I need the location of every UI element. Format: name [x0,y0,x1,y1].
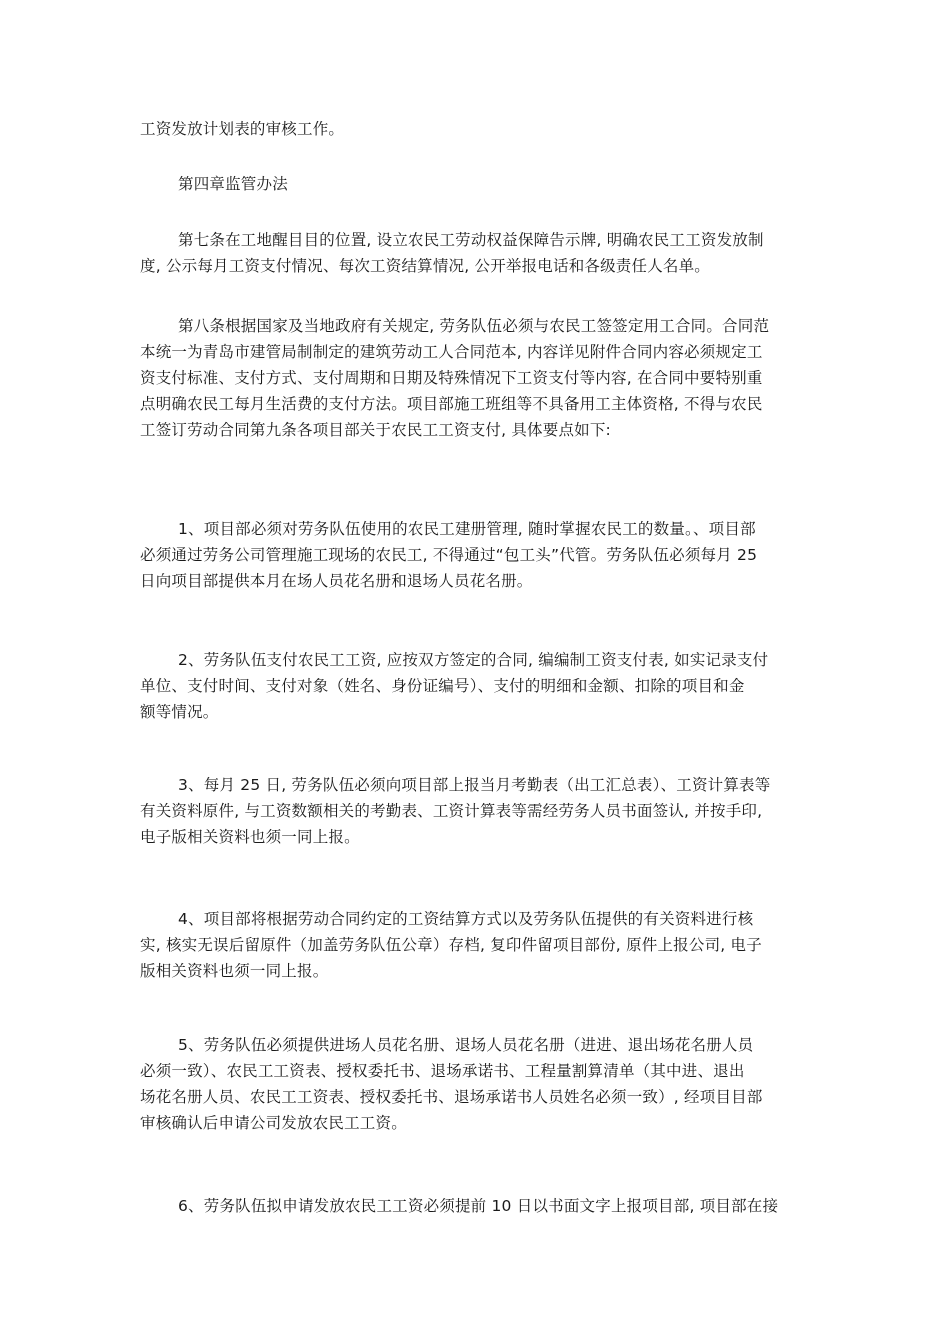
text-line: 资支付标准、支付方式、支付周期和日期及特殊情况下工资支付等内容, 在合同中要特别重 [140,369,763,387]
text-line: 第八条根据国家及当地政府有关规定, 劳务队伍必须与农民工签签定用工合同。合同范 [178,317,770,335]
item-4 [140,906,820,984]
text-line: 点明确农民工每月生活费的支付方法。项目部施工班组等不具备用工主体资格, 不得与农民 [140,395,763,413]
text-line: 电子版相关资料也须一同上报。 [140,828,360,846]
text-line: 必须通过劳务公司管理施工现场的农民工, 不得通过“包工头”代管。劳务队伍必须每月 25 [140,546,758,564]
text-line: 单位、支付时间、支付对象（姓名、身份证编号）、支付的明细和金额、扣除的项目和金 [140,677,745,695]
text-line: 本统一为青岛市建管局制制定的建筑劳动工人合同范本, 内容详见附件合同内容必须规定工 [140,343,763,361]
paragraph-continuation [140,116,820,142]
text-line: 版相关资料也须一同上报。 [140,962,329,980]
text-line: 有关资料原件, 与工资数额相关的考勤表、工资计算表等需经劳务人员书面签认, 并按手印, [140,802,763,820]
text-line: 工资发放计划表的审核工作。 [140,120,345,138]
text-line: 度, 公示每月工资支付情况、每次工资结算情况, 公开举报电话和各级责任人名单。 [140,257,711,275]
text-line: 实, 核实无误后留原件（加盖劳务队伍公章）存档, 复印件留项目部份, 原件上报公司, 电子 [140,936,762,954]
text-line: 日向项目部提供本月在场人员花名册和退场人员花名册。 [140,572,533,590]
text-line: 3、每月 25 日, 劳务队伍必须向项目部上报当月考勤表（出工汇总表）、工资计算表等 [178,776,771,794]
article-8 [140,313,820,443]
text-line: 4、项目部将根据劳动合同约定的工资结算方式以及劳务队伍提供的有关资料进行核 [178,910,754,928]
text-line: 场花名册人员、农民工工资表、授权委托书、退场承诺书人员姓名必须一致）, 经项目目部 [140,1088,763,1106]
text-line: 5、劳务队伍必须提供进场人员花名册、退场人员花名册（进进、退出场花名册人员 [178,1036,754,1054]
item-1 [140,516,820,594]
item-3 [140,772,820,850]
text-line: 必须一致）、农民工工资表、授权委托书、退场承诺书、工程量割算清单（其中进、退出 [140,1062,745,1080]
text-line: 审核确认后申请公司发放农民工工资。 [140,1114,407,1132]
item-5 [140,1032,820,1136]
text-line: 第四章监管办法 [178,175,288,193]
chapter-heading [140,171,858,197]
text-line: 第七条在工地醒目目的位置, 设立农民工劳动权益保障告示牌, 明确农民工工资发放制 [178,231,764,249]
article-7 [140,227,820,279]
text-line: 2、劳务队伍支付农民工工资, 应按双方签定的合同, 编编制工资支付表, 如实记录支付 [178,651,769,669]
text-line: 工签订劳动合同第九条各项目部关于农民工工资支付, 具体要点如下: [140,421,611,439]
item-6 [140,1193,820,1219]
text-line: 1、项目部必须对劳务队伍使用的农民工建册管理, 随时掌握农民工的数量。、项目部 [178,520,756,538]
text-line: 额等情况。 [140,703,219,721]
item-2 [140,647,820,725]
text-line: 6、劳务队伍拟申请发放农民工工资必须提前 10 日以书面文字上报项目部, 项目部在接 [178,1197,779,1215]
